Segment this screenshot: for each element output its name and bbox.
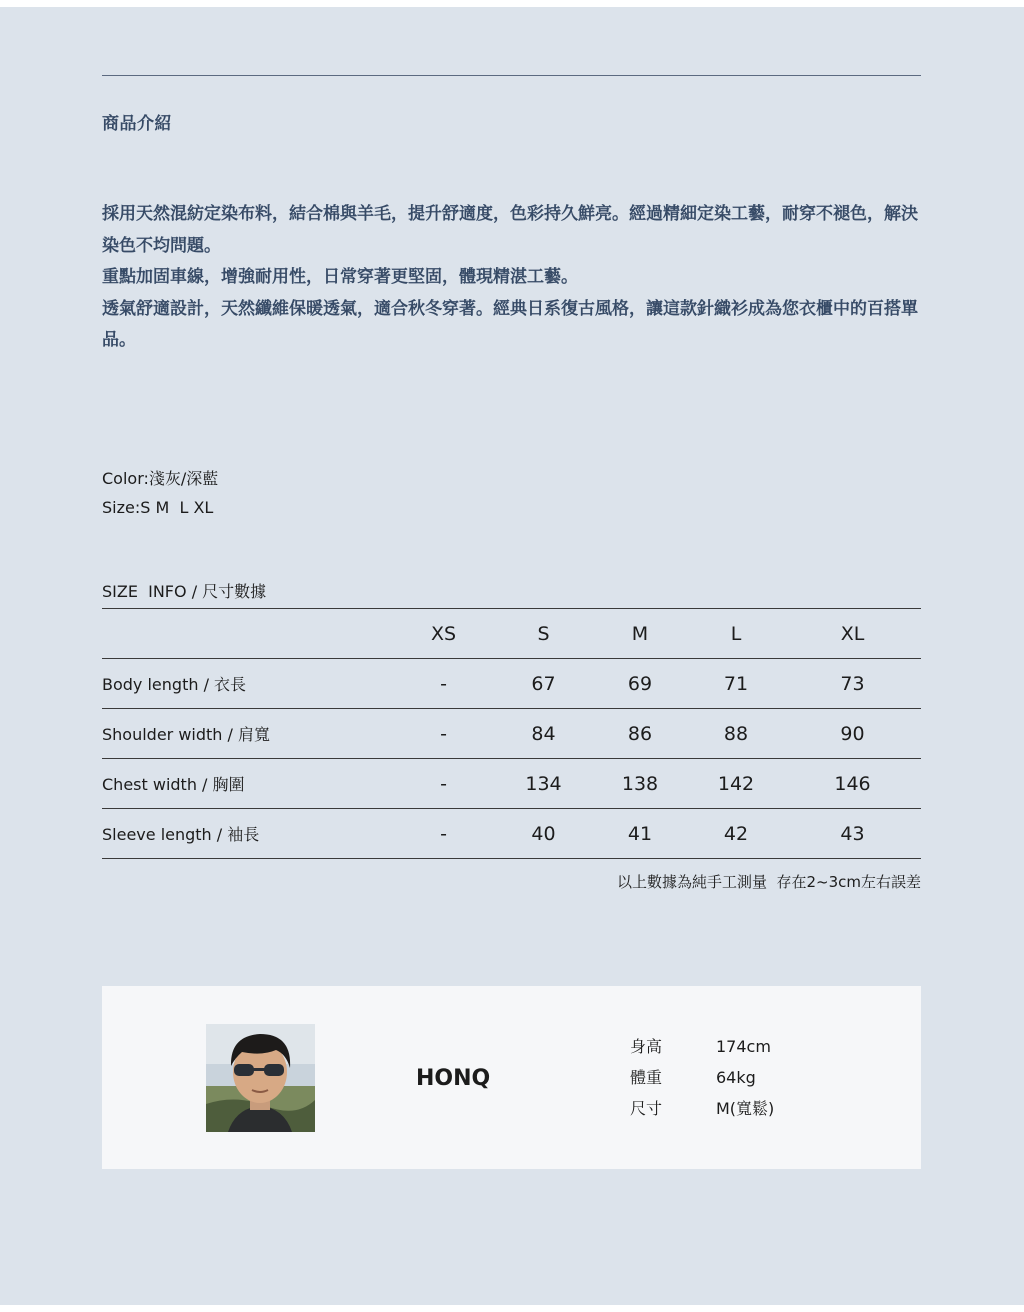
table-cell: 71 xyxy=(688,659,784,709)
size-spec: Size:S M L XL xyxy=(102,498,214,517)
model-photo-illustration xyxy=(206,1024,315,1132)
product-specs xyxy=(102,464,218,522)
table-cell: 67 xyxy=(495,659,592,709)
header-size-xl: XL xyxy=(784,609,921,659)
model-name: HONQ xyxy=(416,1066,491,1091)
stat-height xyxy=(630,1034,774,1065)
row-label: Sleeve length / 袖長 xyxy=(102,809,392,859)
table-cell: 43 xyxy=(784,809,921,859)
table-row xyxy=(102,809,921,859)
model-stats xyxy=(630,1034,774,1127)
table-cell: - xyxy=(392,709,495,759)
product-description xyxy=(102,199,924,357)
measurement-note: 以上數據為純手工測量 存在2~3cm左右誤差 xyxy=(616,873,921,891)
table-row xyxy=(102,759,921,809)
stat-key: 身高 xyxy=(630,1037,663,1056)
header-size-l: L xyxy=(688,609,784,659)
stat-size xyxy=(630,1096,774,1127)
table-cell: - xyxy=(392,759,495,809)
model-info-card xyxy=(102,986,921,1169)
table-cell: 69 xyxy=(592,659,688,709)
stat-value: 64kg xyxy=(716,1068,756,1087)
table-cell: 134 xyxy=(495,759,592,809)
stat-value: M(寬鬆) xyxy=(716,1099,775,1118)
top-divider xyxy=(102,75,921,76)
table-cell: 86 xyxy=(592,709,688,759)
table-cell: 40 xyxy=(495,809,592,859)
table-cell: 90 xyxy=(784,709,921,759)
stat-key: 尺寸 xyxy=(630,1099,663,1118)
stat-value: 174cm xyxy=(716,1037,771,1056)
row-label: Body length / 衣長 xyxy=(102,659,392,709)
product-detail-page xyxy=(0,7,1024,1305)
stat-key: 體重 xyxy=(630,1068,663,1087)
size-table xyxy=(102,608,921,859)
description-paragraph: 採用天然混紡定染布料，結合棉與羊毛，提升舒適度，色彩持久鮮亮。經過精細定染工藝，耐穿不褪色，解決染色不均問題。 xyxy=(102,204,918,256)
table-cell: 41 xyxy=(592,809,688,859)
table-cell: 42 xyxy=(688,809,784,859)
header-size-xs: XS xyxy=(392,609,495,659)
size-table-header xyxy=(102,609,921,659)
stat-weight xyxy=(630,1065,774,1096)
table-cell: 142 xyxy=(688,759,784,809)
header-size-s: S xyxy=(495,609,592,659)
header-blank xyxy=(102,609,392,659)
row-label: Shoulder width / 肩寬 xyxy=(102,709,392,759)
model-avatar xyxy=(206,1024,315,1132)
header-size-m: M xyxy=(592,609,688,659)
description-paragraph: 重點加固車線，增強耐用性，日常穿著更堅固，體現精湛工藝。 xyxy=(102,267,578,287)
table-cell: 73 xyxy=(784,659,921,709)
table-cell: - xyxy=(392,809,495,859)
table-cell: - xyxy=(392,659,495,709)
table-cell: 88 xyxy=(688,709,784,759)
color-spec: Color:淺灰/深藍 xyxy=(102,469,219,488)
table-cell: 138 xyxy=(592,759,688,809)
description-paragraph: 透氣舒適設計，天然纖維保暖透氣，適合秋冬穿著。經典日系復古風格，讓這款針織衫成為您衣櫃中的百搭單品。 xyxy=(102,298,918,350)
table-row xyxy=(102,709,921,759)
table-cell: 146 xyxy=(784,759,921,809)
size-table-title: SIZE INFO / 尺寸數據 xyxy=(102,582,267,601)
row-label: Chest width / 胸圍 xyxy=(102,759,392,809)
table-cell: 84 xyxy=(495,709,592,759)
section-title: 商品介紹 xyxy=(102,114,172,134)
table-row xyxy=(102,659,921,709)
